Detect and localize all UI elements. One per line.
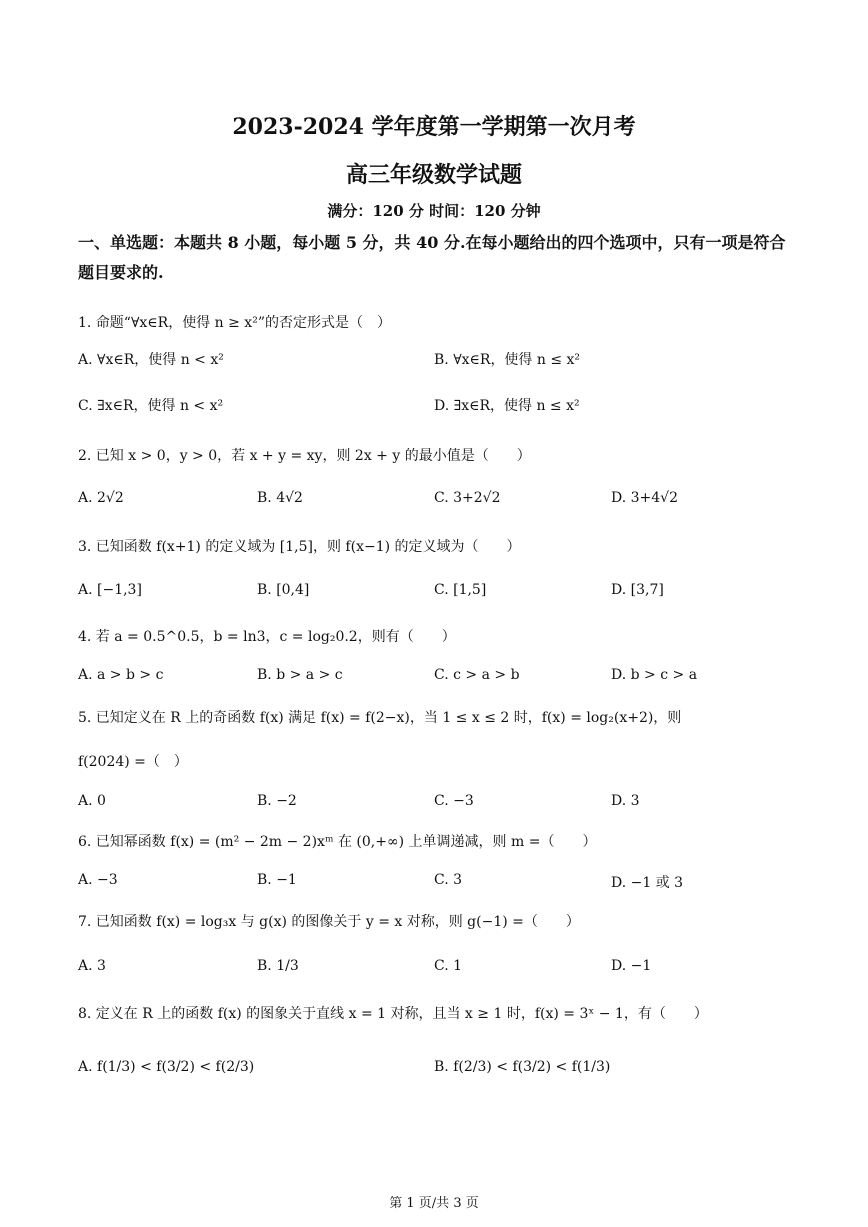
exam-meta: 满分：120 分 时间：120 分钟	[327, 202, 541, 220]
q1-option-d: D. ∃x∈R，使得 n ≤ x²	[434, 398, 580, 414]
question-3-stem: 3. 已知函数 f(x+1) 的定义域为 [1,5]，则 f(x−1) 的定义域为（ ）	[78, 539, 521, 555]
q3-option-d: D. [3,7]	[611, 582, 664, 598]
q4-option-c: C. c > a > b	[434, 667, 520, 683]
exam-title: 2023-2024 学年度第一学期第一次月考	[232, 114, 636, 140]
q7-option-b: B. 1/3	[257, 958, 299, 974]
question-5-stem-cont: f(2024) =（ ）	[78, 754, 188, 770]
exam-subtitle: 高三年级数学试题	[345, 162, 522, 188]
question-1-stem: 1. 命题“∀x∈R，使得 n ≥ x²”的否定形式是（ ）	[78, 315, 391, 331]
q5-option-d: D. 3	[611, 793, 640, 809]
q6-option-b: B. −1	[257, 872, 297, 888]
q2-option-b: B. 4√2	[257, 490, 303, 506]
section-heading: 一、单选题：本题共 8 小题，每小题 5 分，共 40 分.在每小题给出的四个选项中，只有一项是符合题目要求的.	[78, 233, 786, 282]
q1-option-a: A. ∀x∈R，使得 n < x²	[78, 352, 224, 368]
q4-option-a: A. a > b > c	[78, 667, 164, 683]
q6-option-a: A. −3	[78, 872, 118, 888]
q8-option-b: B. f(2/3) < f(3/2) < f(1/3)	[434, 1059, 611, 1075]
q6-option-c: C. 3	[434, 872, 463, 888]
page-footer: 第 1 页/共 3 页	[389, 1196, 479, 1211]
q2-option-a: A. 2√2	[78, 490, 124, 506]
q5-option-c: C. −3	[434, 793, 474, 809]
q3-option-b: B. [0,4]	[257, 582, 310, 598]
q5-option-b: B. −2	[257, 793, 297, 809]
q7-option-a: A. 3	[78, 958, 106, 974]
q8-option-a: A. f(1/3) < f(3/2) < f(2/3)	[78, 1059, 255, 1075]
q3-option-a: A. [−1,3]	[78, 582, 142, 598]
question-4-stem: 4. 若 a = 0.5^0.5，b = ln3，c = log₂0.2，则有（ ）	[78, 629, 456, 645]
q4-option-d: D. b > c > a	[611, 667, 698, 683]
q3-option-c: C. [1,5]	[434, 582, 487, 598]
question-8-stem: 8. 定义在 R 上的函数 f(x) 的图象关于直线 x = 1 对称，且当 x ≥ 1 时，f(x) = 3ˣ − 1，有（ ）	[78, 1006, 708, 1022]
q7-option-c: C. 1	[434, 958, 463, 974]
q1-option-b: B. ∀x∈R，使得 n ≤ x²	[434, 352, 581, 368]
question-5-stem: 5. 已知定义在 R 上的奇函数 f(x) 满足 f(x) = f(2−x)，当 1 ≤ x ≤ 2 时，f(x) = log₂(x+2)，则	[78, 710, 682, 726]
q2-option-c: C. 3+2√2	[434, 490, 501, 506]
q1-option-c: C. ∃x∈R，使得 n < x²	[78, 398, 224, 414]
q6-option-d: D. −1 或 3	[611, 875, 684, 891]
q2-option-d: D. 3+4√2	[611, 490, 678, 506]
q7-option-d: D. −1	[611, 958, 652, 974]
question-6-stem: 6. 已知幂函数 f(x) = (m² − 2m − 2)xᵐ 在 (0,+∞) 上单调递减，则 m =（ ）	[78, 834, 597, 850]
q4-option-b: B. b > a > c	[257, 667, 343, 683]
q5-option-a: A. 0	[78, 793, 106, 809]
question-7-stem: 7. 已知函数 f(x) = log₃x 与 g(x) 的图像关于 y = x 对称，则 g(−1) =（ ）	[78, 914, 580, 930]
question-2-stem: 2. 已知 x > 0，y > 0，若 x + y = xy，则 2x + y 的最小值是（ ）	[78, 448, 531, 464]
